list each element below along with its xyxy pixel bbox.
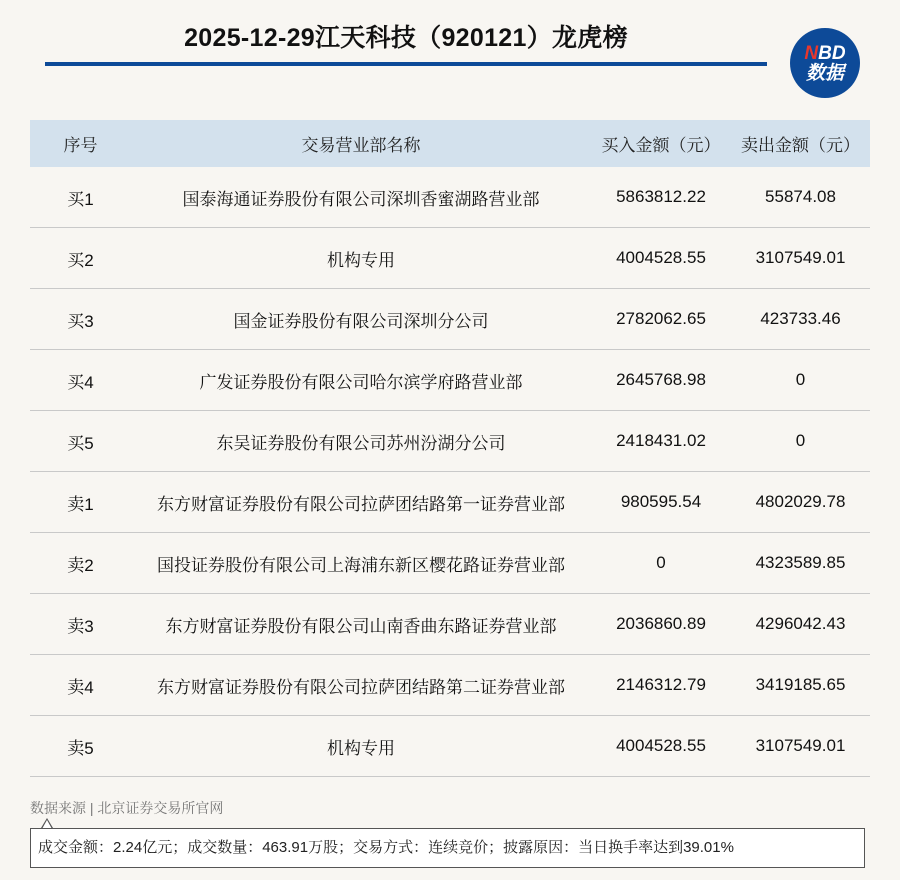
row-buy: 980595.54 [591,472,731,533]
page-title: 2025-12-29江天科技（920121）龙虎榜 [184,24,628,52]
row-buy: 2782062.65 [591,289,731,350]
row-sell: 423733.46 [731,289,870,350]
table-row [30,411,870,472]
trading-seats-table [30,120,870,777]
row-sell: 0 [731,411,870,472]
row-seq: 卖2 [30,533,131,594]
row-name: 东方财富证券股份有限公司拉萨团结路第二证券营业部 [131,655,591,716]
row-buy: 2146312.79 [591,655,731,716]
row-sell: 3107549.01 [731,716,870,777]
row-buy: 4004528.55 [591,228,731,289]
row-seq: 卖4 [30,655,131,716]
row-seq: 买2 [30,228,131,289]
row-name: 东方财富证券股份有限公司拉萨团结路第一证券营业部 [131,472,591,533]
row-sell: 3107549.01 [731,228,870,289]
row-buy: 5863812.22 [591,167,731,228]
table-row [30,228,870,289]
row-name: 机构专用 [131,716,591,777]
row-sell: 55874.08 [731,167,870,228]
table-row [30,167,870,228]
row-sell: 4296042.43 [731,594,870,655]
row-seq: 买5 [30,411,131,472]
logo-nbd-text [804,44,845,63]
logo-data-text: 数据 [805,62,844,84]
table-row [30,594,870,655]
logo-bd-letters: BD [818,42,846,64]
row-seq: 卖1 [30,472,131,533]
table-row [30,289,870,350]
note-pointer-arrow [41,818,53,828]
row-sell: 0 [731,350,870,411]
row-buy: 2418431.02 [591,411,731,472]
row-name: 广发证券股份有限公司哈尔滨学府路营业部 [131,350,591,411]
row-seq: 卖5 [30,716,131,777]
table-header-row [30,120,870,167]
trade-summary-note: 成交金额：2.24亿元；成交数量：463.91万股；交易方式：连续竞价；披露原因：当日换手率达到39.01% [30,828,865,868]
row-buy: 2036860.89 [591,594,731,655]
row-seq: 卖3 [30,594,131,655]
row-sell: 3419185.65 [731,655,870,716]
row-name: 国泰海通证券股份有限公司深圳香蜜湖路营业部 [131,167,591,228]
row-sell: 4802029.78 [731,472,870,533]
column-header-seq: 序号 [30,120,131,167]
row-buy: 0 [591,533,731,594]
table-row [30,533,870,594]
row-name: 国投证券股份有限公司上海浦东新区樱花路证券营业部 [131,533,591,594]
column-header-buy: 买入金额（元） [591,120,731,167]
table-row [30,350,870,411]
row-name: 机构专用 [131,228,591,289]
title-underline [45,62,767,66]
row-name: 东方财富证券股份有限公司山南香曲东路证券营业部 [131,594,591,655]
row-seq: 买1 [30,167,131,228]
table-row [30,472,870,533]
row-buy: 4004528.55 [591,716,731,777]
row-buy: 2645768.98 [591,350,731,411]
row-name: 东吴证券股份有限公司苏州汾湖分公司 [131,411,591,472]
row-seq: 买3 [30,289,131,350]
nbd-logo [790,28,860,98]
row-name: 国金证券股份有限公司深圳分公司 [131,289,591,350]
table-row [30,655,870,716]
table-row [30,716,870,777]
data-source: 数据来源 | 北京证券交易所官网 [30,800,224,816]
column-header-name: 交易营业部名称 [131,120,591,167]
column-header-sell: 卖出金额（元） [731,120,870,167]
row-seq: 买4 [30,350,131,411]
logo-n-letter: N [804,42,819,64]
row-sell: 4323589.85 [731,533,870,594]
